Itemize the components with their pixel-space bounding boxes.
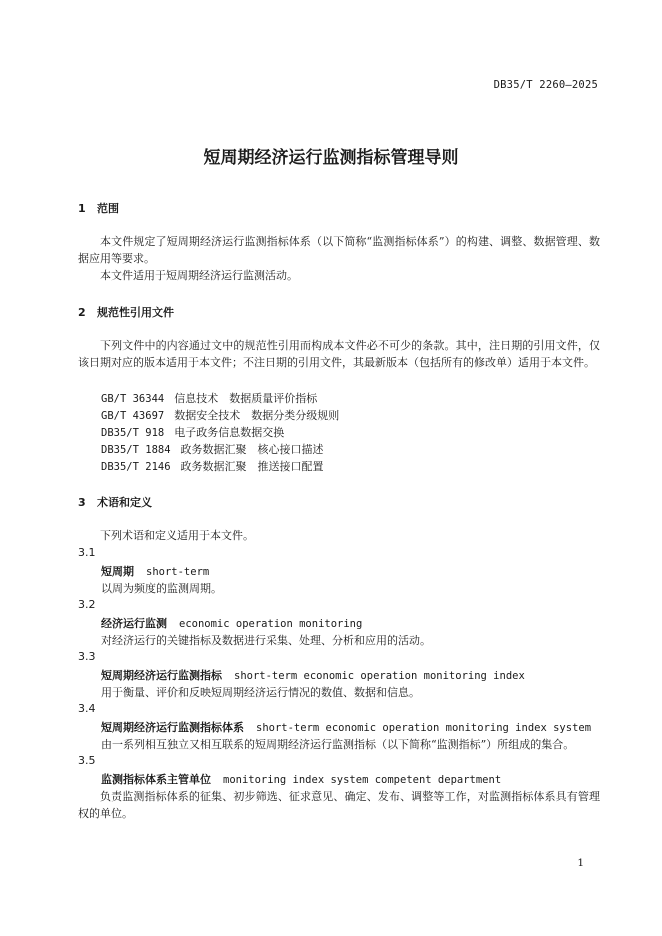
section-number: 2	[78, 306, 86, 319]
term-number: 3.2	[78, 598, 96, 611]
term-definition: 对经济运行的关键指标及数据进行采集、处理、分析和应用的活动。	[101, 634, 431, 647]
term-heading	[101, 667, 525, 683]
reference-code: DB35/T 918	[101, 427, 165, 439]
section-heading-1	[78, 200, 119, 216]
term-number: 3.4	[78, 702, 96, 715]
reference-code: DB35/T 2146	[101, 461, 171, 473]
term-heading	[101, 771, 501, 787]
paragraph: 本文件规定了短周期经济运行监测指标体系（以下简称“监测指标体系”）的构建、调整、数据管理、数据应用等要求。	[78, 235, 600, 265]
document-title: 短周期经济运行监测指标管理导则	[203, 148, 459, 168]
section-heading-3	[78, 494, 152, 510]
term-zh: 短周期	[101, 565, 134, 578]
section-number: 3	[78, 496, 86, 509]
reference-title: 电子政务信息数据交换	[174, 426, 285, 439]
term-en: short-term economic operation monitoring index system	[256, 722, 592, 734]
term-heading	[101, 719, 591, 735]
term-number: 3.3	[78, 650, 96, 663]
term-definition: 负责监测指标体系的征集、初步筛选、征求意见、确定、发布、调整等工作，对监测指标体系具有管理权的单位。	[78, 790, 600, 820]
reference-item	[101, 407, 339, 423]
term-definition: 以周为频度的监测周期。	[101, 582, 222, 595]
term-heading	[101, 615, 362, 631]
term-number: 3.1	[78, 546, 96, 559]
section-number: 1	[78, 202, 86, 215]
term-zh: 经济运行监测	[101, 617, 167, 630]
reference-code: GB/T 36344	[101, 393, 165, 405]
term-en: short-term economic operation monitoring index	[234, 670, 525, 682]
section-heading-2	[78, 304, 174, 320]
term-en: economic operation monitoring	[179, 618, 363, 630]
reference-code: DB35/T 1884	[101, 444, 171, 456]
term-en: short-term	[146, 566, 210, 578]
paragraph: 下列文件中的内容通过文中的规范性引用而构成本文件必不可少的条款。其中，注日期的引用文件，仅该日期对应的版本适用于本文件；不注日期的引用文件，其最新版本（包括所有的修改单）适用于本文件。	[78, 339, 600, 369]
section-title: 范围	[97, 202, 119, 215]
paragraph: 本文件适用于短周期经济运行监测活动。	[100, 269, 298, 282]
reference-item	[101, 441, 324, 457]
reference-title: 数据安全技术 数据分类分级规则	[174, 409, 340, 422]
reference-item	[101, 424, 284, 440]
reference-title: 政务数据汇聚 推送接口配置	[180, 460, 324, 473]
term-zh: 短周期经济运行监测指标	[101, 669, 222, 682]
reference-code: GB/T 43697	[101, 410, 165, 422]
term-definition: 用于衡量、评价和反映短周期经济运行情况的数值、数据和信息。	[101, 686, 420, 699]
section-title: 术语和定义	[97, 496, 152, 509]
term-number: 3.5	[78, 754, 96, 767]
page-number: 1	[577, 857, 584, 869]
term-heading	[101, 563, 209, 579]
term-en: monitoring index system competent department	[223, 774, 502, 786]
document-code: DB35/T 2260—2025	[493, 79, 598, 91]
reference-title: 政务数据汇聚 核心接口描述	[180, 443, 324, 456]
paragraph: 下列术语和定义适用于本文件。	[100, 529, 254, 542]
reference-item	[101, 458, 324, 474]
reference-item	[101, 390, 317, 406]
reference-title: 信息技术 数据质量评价指标	[174, 392, 318, 405]
section-title: 规范性引用文件	[97, 306, 174, 319]
term-definition: 由一系列相互独立又相互联系的短周期经济运行监测指标（以下简称“监测指标”）所组成的集合。	[101, 738, 575, 751]
term-zh: 监测指标体系主管单位	[101, 773, 211, 786]
term-zh: 短周期经济运行监测指标体系	[101, 721, 244, 734]
